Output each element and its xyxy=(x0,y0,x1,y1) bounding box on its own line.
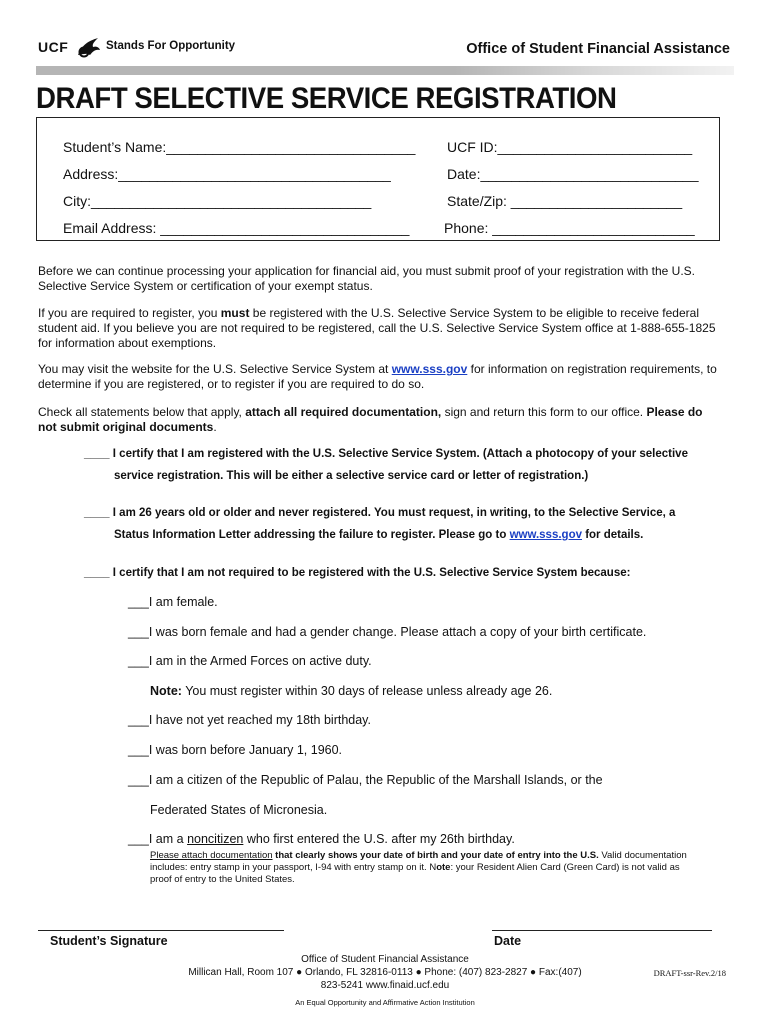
logo-tagline: Stands For Opportunity xyxy=(106,40,236,52)
intro-paragraph: Before we can continue processing your application for financial aid, you must submit proof of your registration with the U.S. Selective Service System or certification of your exempt status. xyxy=(38,264,696,293)
option-gender-change[interactable]: ___I was born female and had a gender change. Please attach a copy of your birth certificate. xyxy=(128,625,647,639)
pegasus-icon xyxy=(76,35,102,59)
address-field[interactable]: Address:___________________________________ xyxy=(63,166,391,182)
student-signature-label: Student’s Signature xyxy=(50,934,168,948)
phone-field[interactable]: Phone: __________________________ xyxy=(444,220,695,236)
state-zip-field[interactable]: State/Zip: ______________________ xyxy=(447,193,683,209)
option-freely-associated-states[interactable]: ___I am a citizen of the Republic of Palau, the Republic of the Marshall Islands, or the xyxy=(128,773,603,787)
email-field[interactable]: Email Address: ________________________________ xyxy=(63,220,410,236)
statement-registered-line2: service registration. This will be either a selective service card or letter of registration.) xyxy=(114,470,589,482)
date-field[interactable]: Date:____________________________ xyxy=(447,166,699,182)
sss-link[interactable]: www.sss.gov xyxy=(391,362,468,376)
website-paragraph xyxy=(38,362,718,392)
p4-text-e: . xyxy=(213,420,217,434)
attach-note-u: Please attach documentation xyxy=(150,850,273,861)
p4-text-a: Check all statements below that apply, xyxy=(38,405,246,419)
option-under-18[interactable]: ___I have not yet reached my 18th birthday. xyxy=(128,713,371,727)
o7-text-a: ___I am a xyxy=(128,832,188,846)
date-label: Date xyxy=(494,934,522,948)
documentation-note xyxy=(150,850,690,886)
option-female[interactable]: ___I am female. xyxy=(128,595,218,609)
header-bar xyxy=(36,66,734,75)
s2-text-a: Status Information Letter addressing the failure to register. Please go to xyxy=(114,529,510,541)
student-name-field[interactable]: Student’s Name:________________________________ xyxy=(63,139,416,155)
logo-text: UCF xyxy=(38,39,69,55)
student-info-box xyxy=(36,117,720,241)
attach-note-b: that clearly shows your date of birth and your date of entry into the U.S. xyxy=(272,850,599,861)
instructions-paragraph xyxy=(38,405,718,435)
armed-forces-note xyxy=(150,684,552,698)
p4-text-c: sign and return this form to our office. xyxy=(441,405,647,419)
statement-over-26-line1: ____ I am 26 years old or older and never registered. You must request, in writing, to the Selective Service, a xyxy=(84,507,676,519)
p2-must: must xyxy=(220,306,250,320)
statement-over-26[interactable] xyxy=(84,502,724,546)
attach-note-b2: ote xyxy=(436,862,451,873)
attach-note-t2: : your Resident Alien Card (Green Card) is not valid as proof of entry to the United States. xyxy=(150,862,680,885)
s2-text-b: for details. xyxy=(582,529,644,541)
ucf-logo xyxy=(38,33,238,61)
statement-not-required[interactable]: ____ I certify that I am not required to be registered with the U.S. Selective Service System because: xyxy=(84,567,631,579)
p3-text-b: for information on registration requirements, to determine if you are registered, or to register if you are required to do so. xyxy=(38,362,717,391)
option-born-before-1960[interactable]: ___I was born before January 1, 1960. xyxy=(128,743,343,757)
office-title: Office of Student Financial Assistance xyxy=(466,41,730,57)
p4-text-b: attach all required documentation, xyxy=(245,405,442,419)
o7-text-b: who first entered the U.S. after my 26th birthday. xyxy=(243,832,515,846)
footer-address: Millican Hall, Room 107 ● Orlando, FL 32816-0113 ● Phone: (407) 823-2827 ● Fax:(407) xyxy=(188,967,582,978)
city-field[interactable]: City:____________________________________ xyxy=(63,193,372,209)
sss-link-2[interactable]: www.sss.gov xyxy=(509,529,582,541)
note-text: You must register within 30 days of release unless already age 26. xyxy=(181,684,553,698)
footer-fax-web: 823-5241 www.finaid.ucf.edu xyxy=(320,980,450,991)
page-title: DRAFT SELECTIVE SERVICE REGISTRATION xyxy=(36,82,617,115)
requirement-paragraph xyxy=(38,306,718,351)
footer-office: Office of Student Financial Assistance xyxy=(301,954,469,965)
option-armed-forces[interactable]: ___I am in the Armed Forces on active duty. xyxy=(128,654,372,668)
statement-registered-line1: ____ I certify that I am registered with the U.S. Selective Service System. (Attach a photocopy of your selective xyxy=(84,448,688,460)
option-micronesia-line: Federated States of Micronesia. xyxy=(150,803,328,817)
p4-text-d: Please do not submit original documents xyxy=(38,405,703,434)
p2-text-c: be registered with the U.S. Selective Service System to be eligible to receive federal student aid. If you believe you are not required to be registered, call the U.S. Selective Service System office at 1-888-655-1825 for information about exemptions. xyxy=(38,306,716,350)
form-code: DRAFT-ssr-Rev.2/18 xyxy=(653,968,726,978)
note-label: Note: xyxy=(150,684,182,698)
o7-noncitizen: noncitizen xyxy=(187,832,244,846)
date-line[interactable] xyxy=(492,930,712,931)
option-noncitizen[interactable] xyxy=(128,832,515,846)
signature-line[interactable] xyxy=(38,930,284,931)
attach-note-t1: Valid documentation includes: entry stamp in your passport, I-94 with entry stamp on it. N xyxy=(150,850,687,873)
statement-over-26-line2 xyxy=(84,524,724,546)
ucf-id-field[interactable]: UCF ID:_________________________ xyxy=(447,139,693,155)
p2-text-a: If you are required to register, you xyxy=(38,306,221,320)
statement-registered[interactable] xyxy=(84,443,724,487)
p3-text-a: You may visit the website for the U.S. Selective Service System at xyxy=(38,362,392,376)
eeo-statement: An Equal Opportunity and Affirmative Action Institution xyxy=(295,998,475,1007)
